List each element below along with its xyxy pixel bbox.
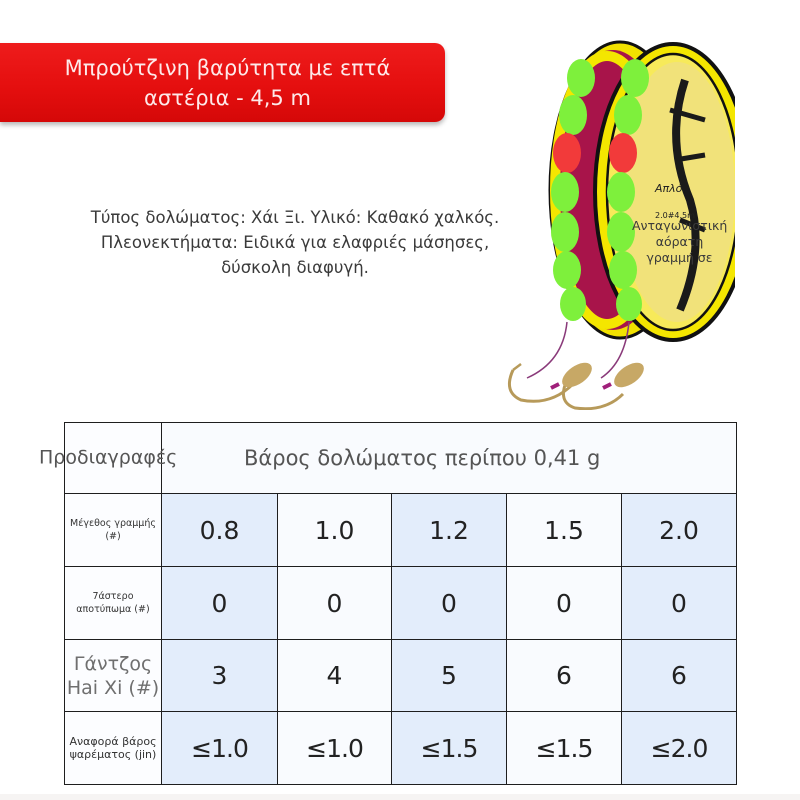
table-cell: ≤1.5 bbox=[507, 712, 622, 785]
table-header-row bbox=[65, 423, 737, 494]
table-row bbox=[65, 494, 737, 567]
table-cell: ≤1.5 bbox=[392, 712, 507, 785]
description-line-1: Τύπος δολώματος: Χάι Ξι. Υλικό: Καθακό χαλκός. bbox=[90, 208, 500, 227]
bottom-band bbox=[0, 794, 800, 800]
table-cell: 0 bbox=[162, 567, 278, 640]
table-cell: 5 bbox=[392, 640, 507, 712]
table-cell: 0.8 bbox=[162, 494, 278, 567]
table-row bbox=[65, 640, 737, 712]
header-label: Προδιαγραφές bbox=[39, 446, 178, 469]
table-cell: 0 bbox=[622, 567, 737, 640]
table-cell: 2.0 bbox=[622, 494, 737, 567]
product-title-banner bbox=[0, 43, 445, 122]
row-label-fishing-weight: Αναφορά βάρος ψαρέματος (jin) bbox=[65, 712, 162, 785]
table-cell: 0 bbox=[507, 567, 622, 640]
product-image bbox=[495, 40, 735, 410]
header-title: Βάρος δολώματος περίπου 0,41 g bbox=[162, 423, 737, 494]
table-cell: 3 bbox=[162, 640, 278, 712]
overlay-caption: Ανταγωνιστική αόρατη γραμμή σε bbox=[632, 218, 728, 265]
row-label-line-size: Μέγεθος γραμμής (#) bbox=[65, 494, 162, 567]
description-line-2: Πλεονεκτήματα: Ειδικά για ελαφριές μάσησες, bbox=[100, 233, 490, 252]
table-cell: ≤2.0 bbox=[622, 712, 737, 785]
row-label-seven-star: 7άστερο αποτύπωμα (#) bbox=[65, 567, 162, 640]
table-cell: 1.0 bbox=[278, 494, 392, 567]
table-cell: 1.2 bbox=[392, 494, 507, 567]
table-row bbox=[65, 567, 737, 640]
table-cell: 6 bbox=[507, 640, 622, 712]
spool-label-simple: Απλό bbox=[655, 182, 683, 195]
hook-icon bbox=[509, 322, 648, 409]
header-label-cell bbox=[39, 423, 178, 494]
spool-label-spec: 2.0#4.5m bbox=[655, 211, 695, 220]
table-cell: 0 bbox=[392, 567, 507, 640]
table-row bbox=[65, 712, 737, 785]
table-cell: ≤1.0 bbox=[162, 712, 278, 785]
spec-table bbox=[39, 422, 737, 785]
description-line-3: δύσκολη διαφυγή. bbox=[221, 258, 369, 277]
table-cell: 0 bbox=[278, 567, 392, 640]
table-cell: 1.5 bbox=[507, 494, 622, 567]
table-cell: ≤1.0 bbox=[278, 712, 392, 785]
product-title: Μπρούτζινη βαρύτητα με επτά αστέρια - 4,5 m bbox=[64, 55, 391, 110]
table-cell: 4 bbox=[278, 640, 392, 712]
row-label-hook: Γάντζος Hai Xi (#) bbox=[65, 640, 162, 712]
product-description bbox=[40, 205, 550, 280]
table-cell: 6 bbox=[622, 640, 737, 712]
